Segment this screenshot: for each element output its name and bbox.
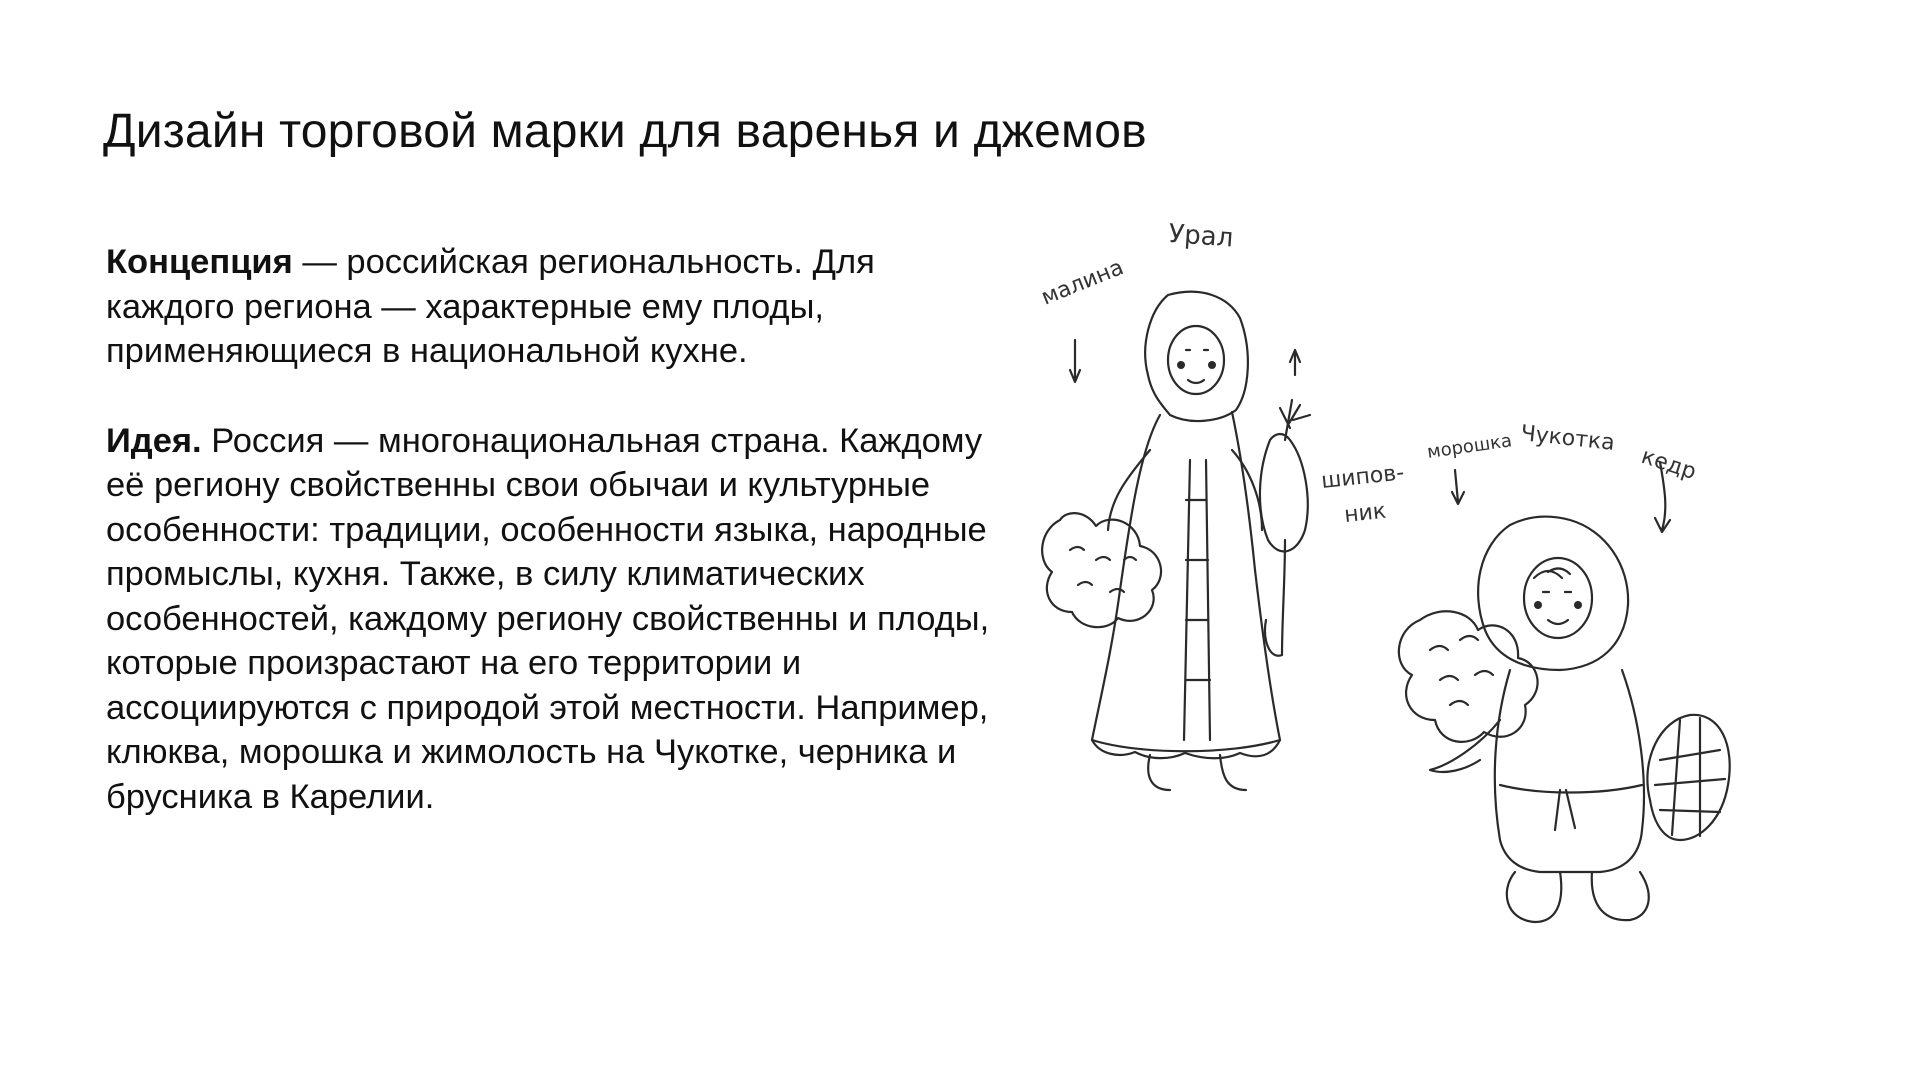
chukotka-child-sketch	[1399, 462, 1730, 922]
description-block	[106, 240, 1006, 819]
label-moroshka: морошка	[1425, 430, 1514, 463]
character-sketches	[1000, 200, 1900, 980]
page-title: Дизайн торговой марки для варенья и джемов	[103, 105, 1147, 158]
label-malina: малина	[1037, 255, 1128, 311]
idea-label: Идея.	[106, 421, 202, 460]
concept-text: — российская региональность. Для каждого региона — характерные ему плоды, применяющиеся в национальной кухне.	[106, 243, 875, 370]
concept-paragraph	[106, 240, 1006, 374]
idea-paragraph	[106, 419, 1006, 820]
label-ural: Урал	[1167, 219, 1235, 254]
label-shipovnik-1: шипов-	[1320, 460, 1406, 494]
idea-text: Россия — многонациональная страна. Каждому её региону свойственны свои обычаи и культурные особенности: традиции, особенности языка, народные промыслы, кухня. Также, в силу климатических особенностей, каждому региону свойственны и плоды, которые произрастают на его территории и ассоциируются с природой этой местности. Например, клюква, морошка и жимолость на Чукотке, черника и брусника в Карелии.	[106, 421, 990, 816]
concept-label: Концепция	[106, 243, 293, 281]
ural-girl-sketch	[1042, 292, 1310, 790]
label-shipovnik-2: ник	[1343, 498, 1388, 528]
label-kedr: кедр	[1638, 443, 1700, 486]
label-chukotka: Чукотка	[1519, 421, 1616, 456]
